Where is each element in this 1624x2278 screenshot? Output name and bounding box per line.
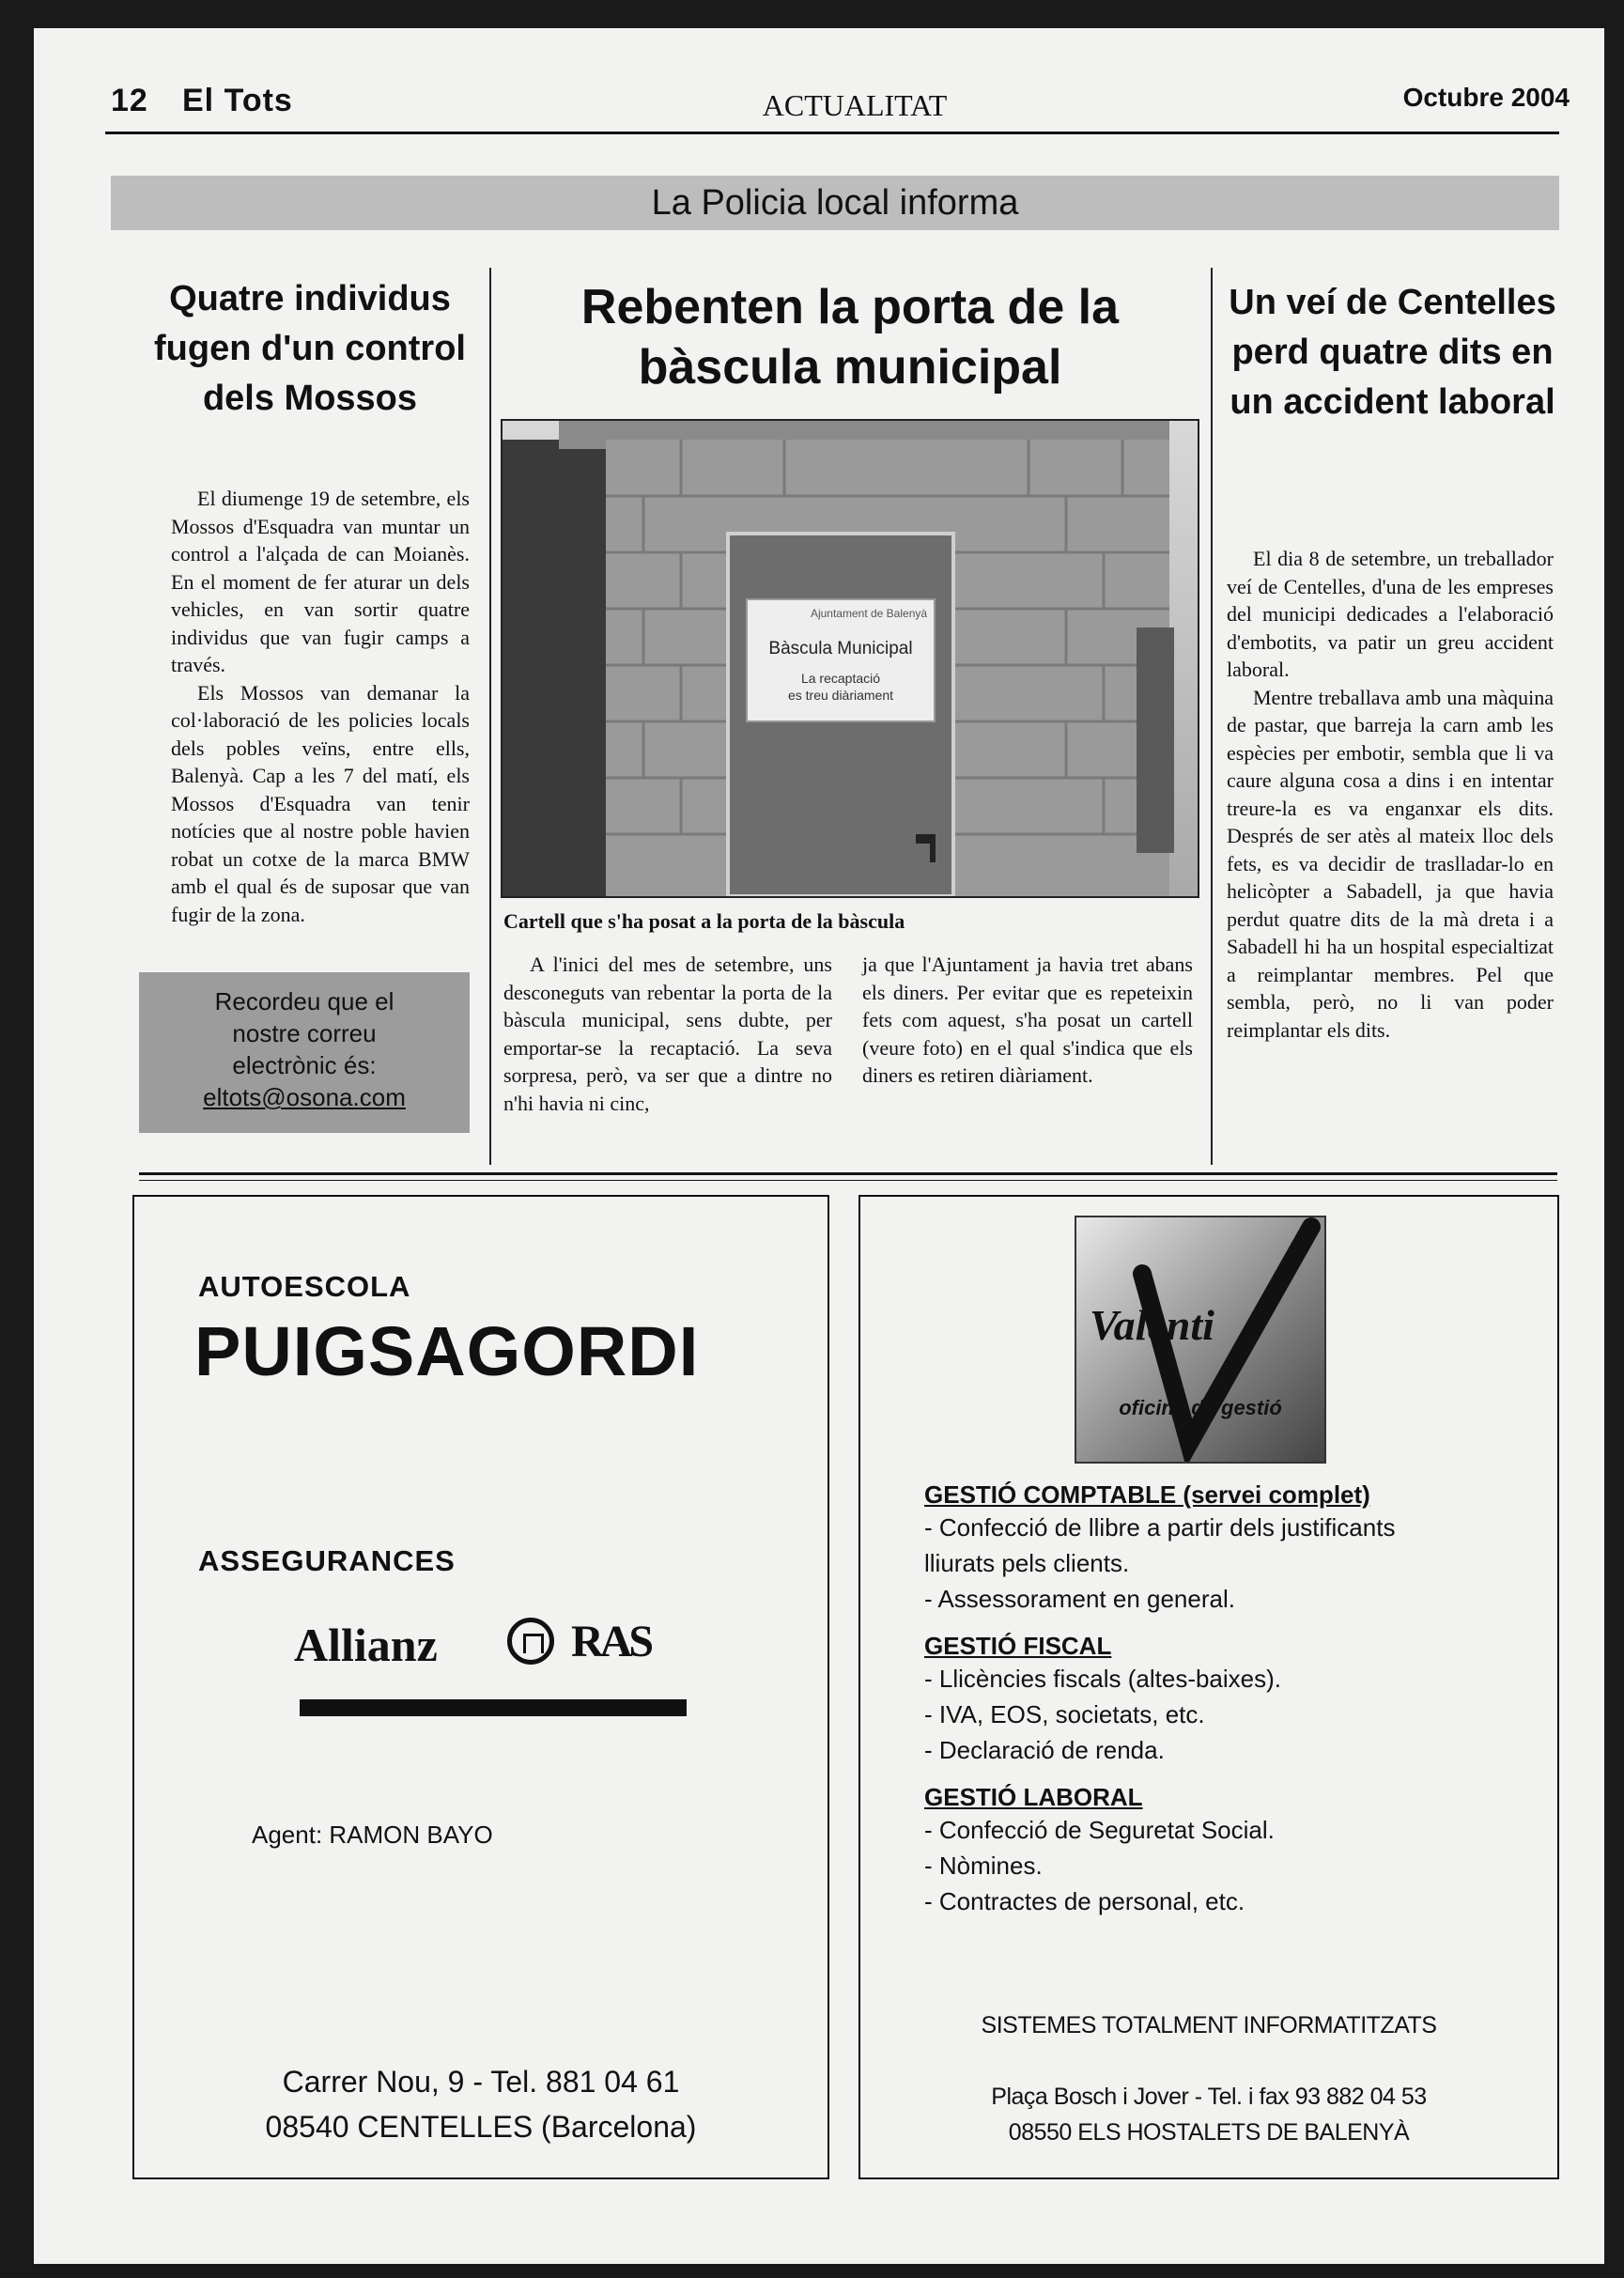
ad-black-bar — [300, 1699, 687, 1716]
service-heading: GESTIÓ LABORAL — [924, 1783, 1143, 1811]
left-article-paragraph: El diumenge 19 de setembre, els Mossos d'Esquadra van muntar un control a l'alçada de can Moianès. En el moment de fer aturar un dels vehicles, en van sortir quatre individus que van fugir camps a través. — [171, 487, 470, 676]
center-article-paragraph: A l'inici del mes de setembre, uns desconeguts van rebentar la porta de la bàscula municipal, sens dubte, per emportar-se la recaptació. La seva sorpresa, però, va ser que a dintre no n'hi havia ni cinc, — [503, 953, 832, 1115]
right-article-paragraph: Mentre treballava amb una màquina de pastar, que barreja la carn amb les espècies per embotir, sembla que li va caure alguna cosa a dins i en intentar treure-la es va enganxar els dits. Després de ser atès al mateix lloc dels fets, es va decidir de traslladar-lo en helicòpter a Sabadell, ja que havia perdut quatre dits de la mà dreta i a Sabadell hi ha un hospital especialtizat a reimplantar membres. Pel que sembla, però, no li van poder reimplantar els dits. — [1227, 685, 1554, 1042]
email-notice-box — [139, 972, 470, 1133]
sign-org: Ajuntament de Balenyà — [810, 607, 928, 620]
center-article-col1 — [503, 951, 832, 1117]
right-article-paragraph: El dia 8 de setembre, un treballador veí de Centelles, d'una de les empreses del municipi dedicades a l'elaboració d'embotits, va patir un greu accident laboral. — [1227, 547, 1554, 681]
valenti-logo-text: Valenti — [1090, 1301, 1214, 1349]
ad-agent: Agent: RAMON BAYO — [252, 1821, 493, 1849]
column-divider-left — [489, 268, 491, 1165]
service-item: - Llicències fiscals (altes-baixes). — [924, 1665, 1282, 1693]
ad-autoescola-name: PUIGSAGORDI — [194, 1312, 700, 1390]
column-divider-right — [1211, 268, 1213, 1165]
center-article-paragraph: ja que l'Ajuntament ja havia tret abans els diners. Per evitar que es repeteixin fets com aquest, s'ha posat un cartell (veure foto) en el qual s'indica que els diners es retiren diàriament. — [862, 953, 1193, 1087]
center-title-line: Rebenten la porta de la — [580, 280, 1120, 334]
ad-gestio — [858, 1195, 1559, 2179]
service-item: - Confecció de llibre a partir dels justificants — [924, 1513, 1396, 1542]
right-article-title: Un veí de Centelles perd quatre dits en un accident laboral — [1229, 283, 1556, 422]
allianz-logo: Allianz — [294, 1619, 438, 1671]
left-article-title: Quatre individus fugen d'un control dels Mossos — [154, 279, 466, 418]
ad-left-city: 08540 CENTELLES (Barcelona) — [265, 2110, 697, 2144]
ad-right-city: 08550 ELS HOSTALETS DE BALENYÀ — [1008, 2119, 1410, 2146]
right-article-body — [1227, 545, 1554, 1044]
ads-separator-thin — [139, 1180, 1557, 1181]
section-banner: La Policia local informa — [111, 176, 1559, 230]
ad-right-address: Plaça Bosch i Jover - Tel. i fax 93 882 04 53 — [991, 2084, 1427, 2110]
valenti-logo — [1075, 1216, 1326, 1464]
sign-title: Bàscula Municipal — [768, 639, 913, 659]
publication-name: El Tots — [182, 83, 293, 118]
ad-insurance-tag: ASSEGURANCES — [198, 1544, 456, 1577]
email-notice-line: electrònic és: — [232, 1051, 377, 1079]
email-link[interactable]: eltots@osona.com — [203, 1083, 406, 1111]
photo-caption: Cartell que s'ha posat a la porta de la bàscula — [503, 909, 905, 933]
service-item: - Contractes de personal, etc. — [924, 1887, 1245, 1915]
service-item: - IVA, EOS, societats, etc. — [924, 1700, 1205, 1728]
allianz-eagle-icon — [507, 1618, 554, 1665]
service-item: - Declaració de renda. — [924, 1736, 1165, 1764]
ad-autoescola-tag: AUTOESCOLA — [198, 1270, 411, 1303]
service-heading: GESTIÓ COMPTABLE (servei complet) — [924, 1480, 1370, 1509]
ad-right-tagline: SISTEMES TOTALMENT INFORMATITZATS — [981, 2012, 1437, 2038]
service-item: - Nòmines. — [924, 1852, 1043, 1880]
section-title: ACTUALITAT — [762, 88, 948, 122]
ad-autoescola — [132, 1195, 829, 2179]
news-photo — [501, 419, 1199, 898]
header-rule — [105, 132, 1559, 134]
ras-logo: RAS — [571, 1617, 651, 1666]
valenti-logo-subtitle: oficina de gestió — [1119, 1396, 1282, 1419]
service-item: - Assessorament en general. — [924, 1585, 1235, 1613]
center-title-line: bàscula municipal — [638, 340, 1062, 395]
ad-left-address: Carrer Nou, 9 - Tel. 881 04 61 — [282, 2065, 680, 2099]
center-article-title — [507, 277, 1193, 397]
issue-date: Octubre 2004 — [1402, 83, 1570, 112]
center-article-col2 — [862, 951, 1193, 1090]
sign-note: es treu diàriament — [787, 688, 894, 703]
left-article-body — [171, 485, 470, 928]
service-item: lliurats pels clients. — [924, 1549, 1130, 1577]
service-heading: GESTIÓ FISCAL — [924, 1632, 1112, 1660]
page-number: 12 — [111, 83, 148, 118]
left-article-paragraph: Els Mossos van demanar la col·laboració de les policies locals dels pobles veïns, entre ells, Balenyà. Cap a les 7 del matí, els Mossos d'Esquadra van tenir notícies que al nostre poble havien robat un cotxe de la marca BMW amb el qual és de suposar que van fugir de la zona. — [171, 680, 470, 926]
email-notice-line: nostre correu — [232, 1019, 377, 1047]
ads-separator — [139, 1172, 1557, 1175]
services-list — [924, 1480, 1544, 1919]
service-item: - Confecció de Seguretat Social. — [924, 1816, 1275, 1844]
sign-note: La recaptació — [800, 671, 881, 686]
email-notice-line: Recordeu que el — [214, 987, 394, 1015]
